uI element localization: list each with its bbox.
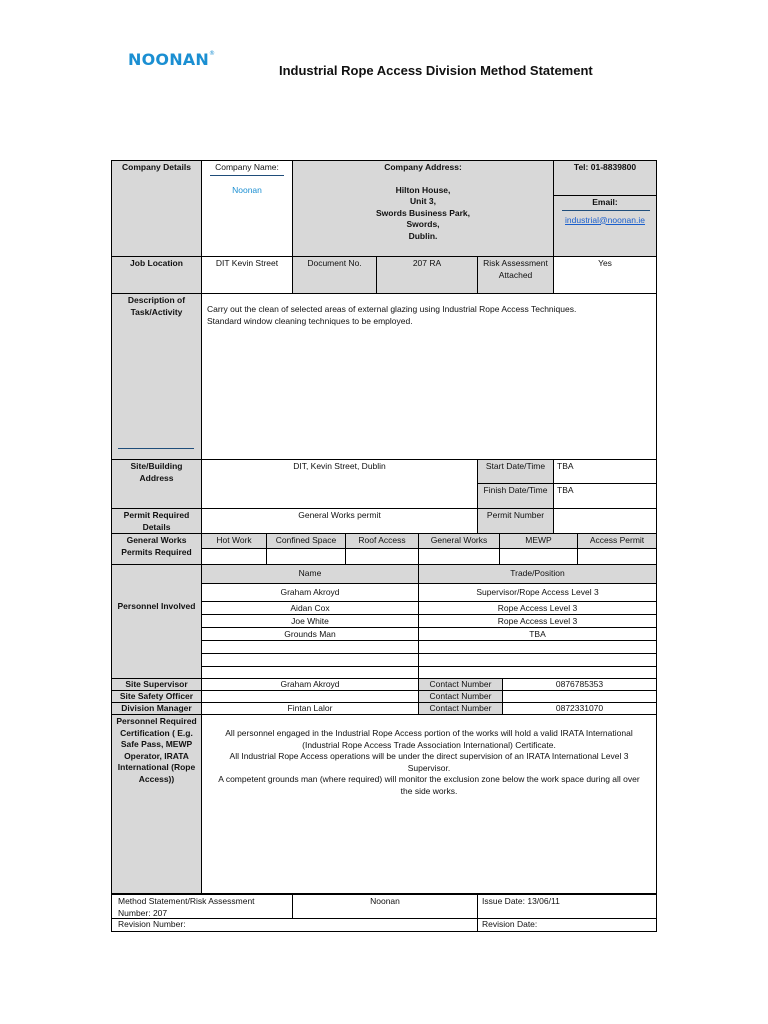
email-cell [553, 195, 657, 257]
certification-label: Personnel Required Certification ( E.g. Safe Pass, MEWP Operator, IRATA International (Rope Access)) [111, 714, 202, 894]
personnel-trade: Rope Access Level 3 [418, 601, 657, 615]
divider [210, 175, 284, 176]
personnel-trade-header: Trade/Position [418, 564, 657, 584]
personnel-trade: Supervisor/Rope Access Level 3 [418, 583, 657, 602]
start-date-label: Start Date/Time [477, 459, 554, 484]
personnel-name: Graham Akroyd [201, 583, 419, 602]
description-line: Carry out the clean of selected areas of external glazing using Industrial Rope Access Techniques. [207, 304, 577, 314]
job-location-label: Job Location [111, 256, 202, 294]
finish-date-label: Finish Date/Time [477, 483, 554, 509]
certification-paragraph: A competent grounds man (where required) will monitor the exclusion zone below the work space during all over the side works. [218, 774, 640, 796]
contact-number-label: Contact Number [418, 678, 503, 691]
document-title: Industrial Rope Access Division Method Statement [279, 63, 593, 78]
divider [118, 448, 194, 449]
permit-checkbox-cell[interactable] [577, 548, 657, 565]
contact-number-label: Contact Number [418, 690, 503, 703]
permit-checkbox-cell[interactable] [266, 548, 346, 565]
description-value [201, 293, 657, 460]
personnel-trade: TBA [418, 627, 657, 641]
certification-paragraph: All Industrial Rope Access operations will be under the direct supervision of an IRATA International Level 3 Supervisor. [229, 751, 629, 773]
contact-number-value: 0876785353 [502, 678, 657, 691]
address-line: Dublin. [408, 230, 438, 241]
company-address-cell [292, 160, 554, 257]
personnel-name: Joe White [201, 614, 419, 628]
permit-mewp: MEWP [499, 533, 578, 549]
address-line: Swords Business Park, [375, 207, 470, 218]
start-date-value: TBA [553, 459, 657, 484]
company-name-value: Noonan [232, 184, 262, 195]
company-name-label: Company Name: [215, 162, 279, 172]
risk-assessment-value: Yes [553, 256, 657, 294]
company-details-label: Company Details [111, 160, 202, 257]
site-safety-officer-label: Site Safety Officer [111, 690, 202, 703]
issue-date: Issue Date: 13/06/11 [477, 894, 657, 919]
contact-number-value: 0872331070 [502, 702, 657, 715]
permit-checkbox-cell[interactable] [345, 548, 419, 565]
permit-access-permit: Access Permit [577, 533, 657, 549]
description-label-text: Description of Task/Activity [127, 295, 186, 317]
permit-required-label: Permit Required Details [111, 508, 202, 534]
company-address-label: Company Address: [384, 162, 462, 172]
site-address-label: Site/Building Address [111, 459, 202, 509]
revision-number: Revision Number: [111, 918, 478, 932]
email-label: Email: [592, 197, 618, 207]
job-location-value: DIT Kevin Street [201, 256, 293, 294]
address-line: Swords, [406, 219, 440, 229]
address-line: Hilton House, [395, 184, 451, 195]
finish-date-value: TBA [553, 483, 657, 509]
permit-confined-space: Confined Space [266, 533, 346, 549]
permit-checkbox-cell[interactable] [418, 548, 500, 565]
personnel-involved-label: Personnel Involved [111, 564, 202, 679]
personnel-trade [418, 640, 657, 654]
personnel-name [201, 640, 419, 654]
company-name-cell [201, 160, 293, 257]
footer-company: Noonan [292, 894, 478, 919]
general-permits-label: General Works Permits Required [111, 533, 202, 565]
address-line: Unit 3, [410, 196, 436, 206]
permit-hot-work: Hot Work [201, 533, 267, 549]
personnel-trade: Rope Access Level 3 [418, 614, 657, 628]
method-statement-number: Method Statement/Risk Assessment Number: 207 [111, 894, 293, 919]
certification-value [201, 714, 657, 894]
personnel-name [201, 653, 419, 667]
permit-checkbox-cell[interactable] [201, 548, 267, 565]
permit-number-value [553, 508, 657, 534]
noonan-logo: NOONAN® [128, 50, 216, 69]
personnel-name-header: Name [201, 564, 419, 584]
permit-required-value: General Works permit [201, 508, 478, 534]
description-label [111, 293, 202, 460]
site-supervisor-name: Graham Akroyd [201, 678, 419, 691]
site-address-value: DIT, Kevin Street, Dublin [201, 459, 478, 509]
risk-assessment-label: Risk Assessment Attached [477, 256, 554, 294]
personnel-name: Aidan Cox [201, 601, 419, 615]
personnel-trade [418, 653, 657, 667]
document-no-value: 207 RA [376, 256, 478, 294]
contact-number-label: Contact Number [418, 702, 503, 715]
permit-checkbox-cell[interactable] [499, 548, 578, 565]
document-no-label: Document No. [292, 256, 377, 294]
email-link[interactable]: industrial@noonan.ie [565, 214, 645, 225]
personnel-name: Grounds Man [201, 627, 419, 641]
description-line: Standard window cleaning techniques to be employed. [207, 315, 413, 326]
division-manager-name: Fintan Lalor [201, 702, 419, 715]
permit-number-label: Permit Number [477, 508, 554, 534]
division-manager-label: Division Manager [111, 702, 202, 715]
permit-general-works: General Works [418, 533, 500, 549]
revision-date: Revision Date: [477, 918, 657, 932]
certification-paragraph: All personnel engaged in the Industrial Rope Access portion of the works will hold a valid IRATA International (Industrial Rope Access Trade Association International) Certificate. [225, 728, 633, 750]
tel-cell: Tel: 01-8839800 [553, 160, 657, 196]
divider [562, 210, 650, 211]
site-supervisor-label: Site Supervisor [111, 678, 202, 691]
permit-roof-access: Roof Access [345, 533, 419, 549]
